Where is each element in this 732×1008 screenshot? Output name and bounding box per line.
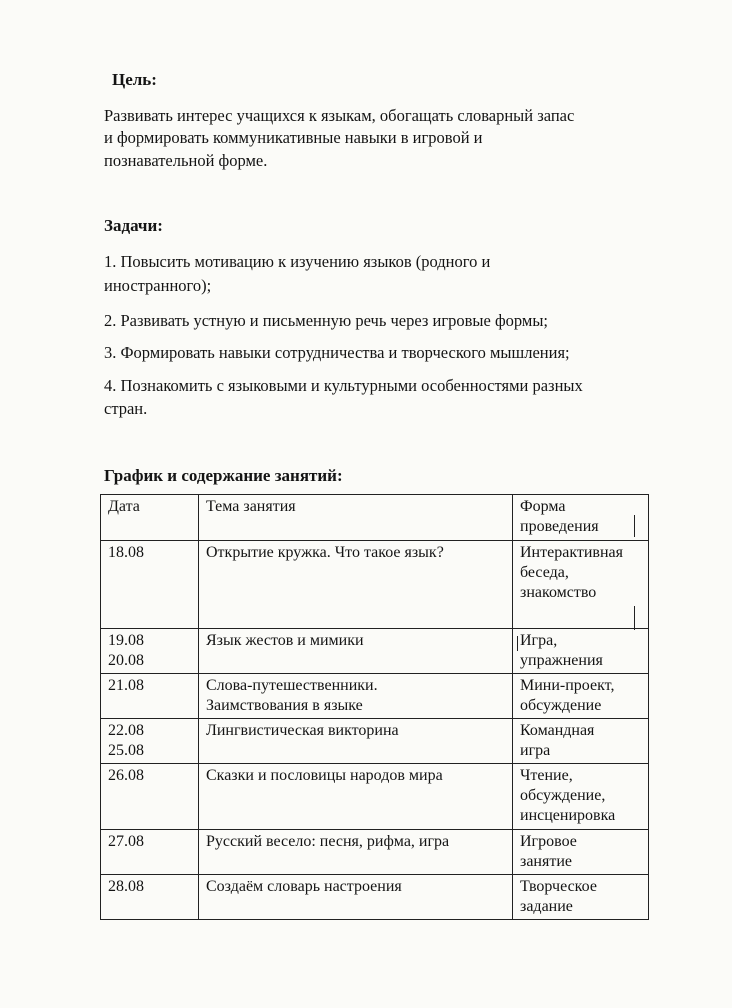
topic-cell-text: Слова-путешественники. Заимствования в языке bbox=[206, 677, 378, 714]
goal-line-1: Развивать интерес учащихся к языкам, обогащать словарный запас bbox=[104, 106, 575, 125]
date-cell bbox=[101, 674, 199, 719]
task-3-line-1: 3. Формировать навыки сотрудничества и творческого мышления; bbox=[104, 343, 570, 362]
date-cell bbox=[101, 764, 199, 830]
table-row bbox=[101, 674, 649, 719]
topic-cell bbox=[199, 764, 513, 830]
task-1-line-1: 1. Повысить мотивацию к изучению языков (родного и bbox=[104, 252, 491, 271]
date-cell-text: 27.08 bbox=[108, 833, 144, 850]
date-cell-text: 26.08 bbox=[108, 767, 144, 784]
column-header-date-text: Дата bbox=[108, 498, 140, 515]
form-cell bbox=[513, 764, 649, 830]
column-header-topic-text: Тема занятия bbox=[206, 498, 296, 515]
date-cell-text: 19.08 20.08 bbox=[108, 632, 144, 669]
task-4-line-2: стран. bbox=[104, 399, 148, 418]
form-cell bbox=[513, 719, 649, 764]
scan-line-mark bbox=[634, 515, 635, 537]
schedule-heading: График и содержание занятий: bbox=[104, 466, 343, 485]
column-header-form bbox=[513, 495, 649, 541]
task-1-line-2: иностранного); bbox=[104, 276, 212, 295]
goal-line-2: и формировать коммуникативные навыки в игровой и bbox=[104, 128, 483, 147]
date-cell-text: 22.08 25.08 bbox=[108, 722, 144, 759]
scan-line-mark bbox=[517, 636, 518, 651]
date-cell-text: 18.08 bbox=[108, 544, 144, 561]
topic-cell-text: Открытие кружка. Что такое язык? bbox=[206, 544, 444, 561]
table-row bbox=[101, 875, 649, 920]
table-row bbox=[101, 830, 649, 875]
date-cell-text: 21.08 bbox=[108, 677, 144, 694]
topic-cell bbox=[199, 719, 513, 764]
topic-cell-text: Лингвистическая викторина bbox=[206, 722, 399, 739]
goal-heading: Цель: bbox=[112, 70, 157, 89]
form-cell bbox=[513, 541, 649, 629]
form-cell-text: Игра, упражнения bbox=[520, 632, 603, 669]
topic-cell bbox=[199, 875, 513, 920]
form-cell-text: Чтение, обсуждение, инсценировка bbox=[520, 767, 616, 824]
tasks-heading: Задачи: bbox=[104, 216, 163, 235]
topic-cell-text: Сказки и пословицы народов мира bbox=[206, 767, 443, 784]
scan-line-mark bbox=[634, 606, 635, 630]
schedule-table bbox=[100, 494, 649, 920]
table-row bbox=[101, 629, 649, 674]
table-row bbox=[101, 541, 649, 629]
topic-cell-text: Русский весело: песня, рифма, игра bbox=[206, 833, 450, 850]
task-4-line-1: 4. Познакомить с языковыми и культурными особенностями разных bbox=[104, 376, 583, 395]
topic-cell-text: Создаём словарь настроения bbox=[206, 878, 402, 895]
topic-cell bbox=[199, 541, 513, 629]
form-cell bbox=[513, 629, 649, 674]
date-cell bbox=[101, 875, 199, 920]
date-cell-text: 28.08 bbox=[108, 878, 144, 895]
table-row bbox=[101, 719, 649, 764]
column-header-form-text: Форма проведения bbox=[520, 498, 599, 535]
date-cell bbox=[101, 541, 199, 629]
form-cell bbox=[513, 875, 649, 920]
form-cell-text: Интерактивная беседа, знакомство bbox=[520, 544, 624, 601]
date-cell bbox=[101, 719, 199, 764]
table-row bbox=[101, 764, 649, 830]
column-header-topic bbox=[199, 495, 513, 541]
date-cell bbox=[101, 830, 199, 875]
form-cell bbox=[513, 674, 649, 719]
form-cell-text: Мини-проект, обсуждение bbox=[520, 677, 615, 714]
topic-cell bbox=[199, 674, 513, 719]
date-cell bbox=[101, 629, 199, 674]
topic-cell-text: Язык жестов и мимики bbox=[206, 632, 364, 649]
column-header-date bbox=[101, 495, 199, 541]
form-cell-text: Командная игра bbox=[520, 722, 595, 759]
topic-cell bbox=[199, 830, 513, 875]
task-2-line-1: 2. Развивать устную и письменную речь через игровые формы; bbox=[104, 311, 549, 330]
topic-cell bbox=[199, 629, 513, 674]
form-cell-text: Творческое задание bbox=[520, 878, 597, 915]
form-cell bbox=[513, 830, 649, 875]
form-cell-text: Игровое занятие bbox=[520, 833, 577, 870]
table-header-row bbox=[101, 495, 649, 541]
goal-line-3: познавательной форме. bbox=[104, 151, 268, 170]
